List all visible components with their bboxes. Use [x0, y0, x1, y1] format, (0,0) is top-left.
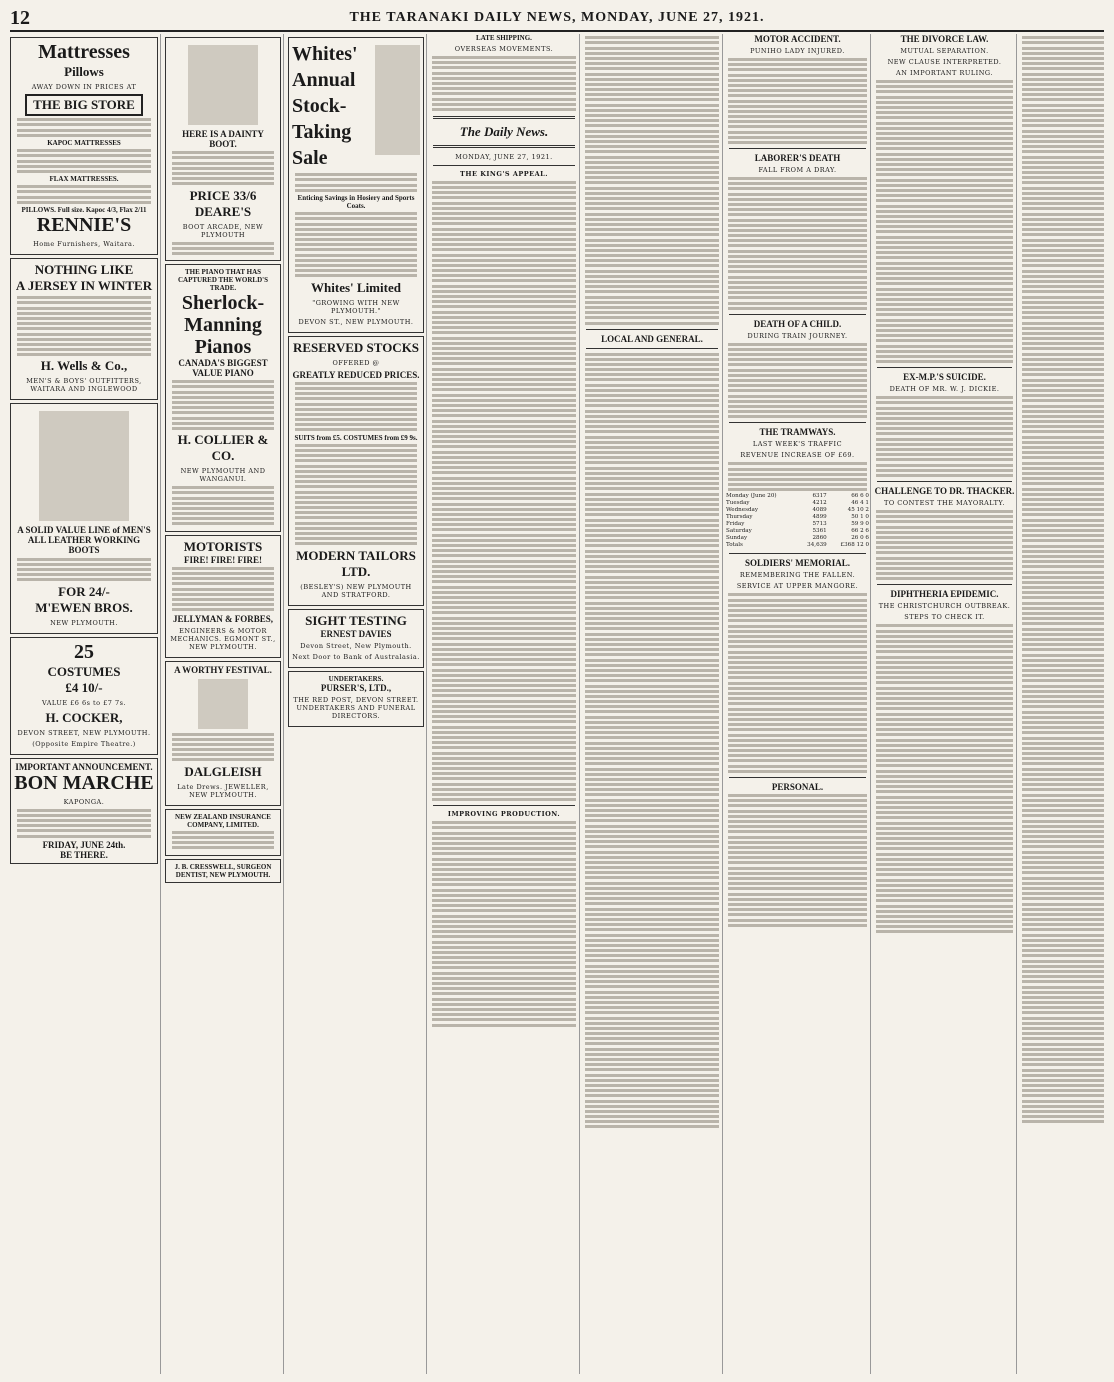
- greatly-reduced: GREATLY REDUCED PRICES.: [292, 369, 420, 380]
- paper-nameplate: The Daily News.: [459, 123, 549, 139]
- bon-marche-ad: [10, 758, 158, 864]
- kapoc-title: KAPOC MATTRESSES: [47, 138, 121, 147]
- traffic-cell: 5361: [812, 528, 827, 535]
- local-general-body: [585, 353, 719, 1129]
- big-store-logo: THE BIG STORE: [25, 94, 143, 116]
- late-shipping: LATE SHIPPING.: [476, 34, 532, 42]
- column-3: [286, 34, 427, 1374]
- dalgleish-headline: A WORTHY FESTIVAL.: [174, 664, 272, 675]
- traffic-cell: Saturday: [726, 528, 752, 535]
- traffic-cell: 4899: [812, 514, 827, 521]
- divorce-title: THE DIVORCE LAW.: [900, 34, 989, 44]
- dainty-boot-image: [188, 45, 258, 125]
- column-4: [429, 34, 580, 1374]
- boots-ad: [10, 403, 158, 633]
- mayoralty-sub: TO CONTEST THE MAYORALTY.: [884, 498, 1005, 507]
- traffic-cell: Wednesday: [726, 507, 759, 514]
- ernest-sub: Devon Street, New Plymouth.: [300, 641, 412, 650]
- pillows-title: Pillows: [64, 64, 104, 79]
- traffic-cell: £368 12 0: [840, 542, 869, 549]
- cocker-location: (Opposite Empire Theatre.): [32, 739, 136, 748]
- service-sub: SERVICE AT UPPER MANGORE.: [736, 582, 859, 591]
- rennie-name: RENNIE'S: [36, 214, 132, 236]
- kings-appeal-body: [432, 181, 576, 801]
- dainty-boot-ad: [165, 37, 281, 261]
- jersey-ad: [10, 258, 158, 400]
- motorists-title: MOTORISTS: [183, 538, 263, 554]
- boot-price: PRICE 33/6: [189, 187, 257, 203]
- boots-price: FOR 24/-: [58, 583, 110, 599]
- dalgleish-sub: Late Drews. JEWELLER, NEW PLYMOUTH.: [177, 782, 269, 799]
- column-8: [1019, 34, 1107, 1374]
- traffic-row: [725, 500, 870, 507]
- traffic-cell: Thursday: [726, 514, 753, 521]
- traffic-row: [725, 528, 870, 535]
- deare-sub: BOOT ARCADE, NEW PLYMOUTH: [182, 222, 264, 239]
- diphtheria-title: DIPHTHERIA EPIDEMIC.: [890, 589, 999, 600]
- nothing-like: NOTHING LIKE: [34, 262, 134, 277]
- traffic-row: [725, 493, 870, 500]
- traffic-cell: 66 2 6: [851, 528, 869, 535]
- modern-sub: (BESLEY'S) NEW PLYMOUTH AND STRATFORD.: [300, 582, 412, 599]
- overseas-movements: OVERSEAS MOVEMENTS.: [454, 45, 554, 53]
- sight-title: SIGHT TESTING: [305, 612, 407, 628]
- important-announcement: IMPORTANT ANNOUNCEMENT.: [15, 761, 153, 772]
- traffic-cell: 34,639: [807, 542, 827, 549]
- whites-address: DEVON ST., NEW PLYMOUTH.: [298, 317, 414, 326]
- page-number: 12: [10, 6, 30, 29]
- bon-marche-title: BON MARCHE: [14, 771, 154, 794]
- suits-line: SUITS from £5. COSTUMES from £9 9s.: [294, 433, 418, 442]
- tramways-title: THE TRAMWAYS.: [759, 427, 836, 438]
- mutual-sub: MUTUAL SEPARATION.: [900, 47, 989, 55]
- soldiers-memorial-title: SOLDIERS' MEMORIAL.: [744, 558, 851, 569]
- next-door: Next Door to Bank of Australasia.: [292, 652, 420, 661]
- sight-testing-ad: [288, 609, 424, 668]
- insurance-ad: [165, 809, 281, 856]
- traffic-cell: 46 4 1: [851, 500, 869, 507]
- reserved-title: RESERVED STOCKS: [292, 339, 420, 355]
- bon-marche-location: KAPONGA.: [63, 797, 105, 806]
- motorists-ad: [165, 535, 281, 658]
- jellyman-sub: ENGINEERS & MOTOR MECHANICS. EGMONT ST., NEW PLYMOUTH.: [170, 626, 276, 651]
- masthead-title: THE TARANAKI DAILY NEWS, MONDAY, JUNE 27, 1921.: [349, 10, 765, 25]
- personal-title: PERSONAL.: [771, 781, 824, 792]
- jellyman-name: JELLYMAN & FORBES,: [173, 613, 273, 624]
- pursers-sub: THE RED POST, DEVON STREET. UNDERTAKERS AND FUNERAL DIRECTORS.: [293, 695, 419, 720]
- revenue-sub: REVENUE INCREASE OF £69.: [740, 451, 855, 460]
- traffic-cell: Sunday: [726, 535, 748, 542]
- fire-title: FIRE! FIRE! FIRE!: [184, 554, 262, 565]
- friday-date: FRIDAY, JUNE 24th.: [42, 839, 126, 850]
- column-5: [582, 34, 723, 1374]
- column-7: [873, 34, 1017, 1374]
- traffic-cell: Monday (June 20): [726, 493, 777, 500]
- kings-appeal-title: THE KING'S APPEAL.: [460, 169, 548, 178]
- traffic-row: [725, 521, 870, 528]
- whites-figure: [375, 45, 420, 155]
- traffic-cell: 45 10 2: [847, 507, 869, 514]
- puniho-sub: PUNIHO LADY INJURED.: [750, 47, 845, 55]
- column-1: [8, 34, 161, 1374]
- deare-name: DEARE'S: [194, 203, 252, 219]
- traffic-cell: Friday: [726, 521, 745, 528]
- christchurch-sub: THE CHRISTCHURCH OUTBREAK.: [878, 602, 1011, 611]
- cocker-name: H. COCKER,: [45, 709, 123, 725]
- improving-production-title: IMPROVING PRODUCTION.: [447, 810, 561, 819]
- death-dickie-sub: DEATH OF MR. W. J. DICKIE.: [889, 385, 1000, 394]
- canada-line: CANADA'S BIGGEST VALUE PIANO: [178, 358, 268, 379]
- be-there: BE THERE.: [60, 849, 108, 860]
- modern-tailors: MODERN TAILORS LTD.: [296, 547, 416, 579]
- traffic-cell: 59 9 0: [851, 521, 869, 528]
- offered-line: OFFERED @: [332, 358, 380, 367]
- undertakers-ad: [288, 671, 424, 727]
- important-ruling-sub: AN IMPORTANT RULING.: [896, 69, 993, 77]
- hwells-name: H. Wells & Co.,: [40, 358, 128, 374]
- costumes-price: £4 10/-: [65, 679, 103, 695]
- labourer-death-title: LABORER'S DEATH: [754, 153, 841, 163]
- mewen-sub: NEW PLYMOUTH.: [50, 618, 118, 627]
- steps-sub: STEPS TO CHECK IT.: [904, 613, 985, 622]
- editorial-continued: [585, 36, 719, 324]
- traffic-table: [725, 493, 870, 549]
- undertakers-title: UNDERTAKERS.: [328, 674, 384, 683]
- new-clause-sub: NEW CLAUSE INTERPRETED.: [887, 58, 1002, 66]
- dentist-ad: [165, 859, 281, 883]
- traffic-total-row: [725, 542, 870, 549]
- sherlock-title: Sherlock-Manning Pianos: [181, 292, 265, 359]
- reserved-stocks-ad: [288, 336, 424, 606]
- ernest-davies: ERNEST DAVIES: [320, 628, 392, 639]
- traffic-cell: Tuesday: [726, 500, 750, 507]
- traffic-cell: 50 1 0: [851, 514, 869, 521]
- costumes-num: 25: [74, 640, 94, 663]
- insurance-title: NEW ZEALAND INSURANCE COMPANY, LIMITED.: [175, 812, 271, 829]
- whites-slogan: "GROWING WITH NEW PLYMOUTH.": [312, 298, 400, 315]
- pillows-line: PILLOWS. Full size. Kapoc 4/3, Flax 2/11: [21, 206, 147, 214]
- whites-ad: [288, 37, 424, 333]
- motor-accident-title: MOTOR ACCIDENT.: [754, 34, 841, 44]
- traffic-cell: 26 0 6: [851, 535, 869, 542]
- traffic-cell: 6317: [812, 493, 827, 500]
- traffic-cell: 4089: [812, 507, 827, 514]
- mattresses-sub: AWAY DOWN IN PRICES AT: [31, 83, 137, 91]
- collier-sub: NEW PLYMOUTH AND WANGANUI.: [180, 467, 266, 484]
- traffic-sub: LAST WEEK'S TRAFFIC: [752, 440, 843, 449]
- costumes-ad: [10, 637, 158, 755]
- traffic-cell: Totals: [726, 542, 743, 549]
- mattresses-title: Mattresses: [38, 41, 130, 63]
- death-child-title: DEATH OF A CHILD.: [753, 318, 842, 329]
- whites-title: Whites' Annual Stock-Taking Sale: [292, 43, 358, 169]
- dainty-boot-title: HERE IS A DAINTY BOOT.: [182, 129, 264, 149]
- traffic-row: [725, 535, 870, 542]
- rennie-sub: Home Furnishers, Waitara.: [33, 240, 135, 248]
- hwells-sub: MEN'S & BOYS' OUTFITTERS, WAITARA AND INGLEWOOD: [26, 377, 142, 394]
- collier-name: H. COLLIER & CO.: [177, 432, 269, 464]
- traffic-row: [725, 514, 870, 521]
- dalgleish-name: DALGLEISH: [184, 763, 262, 779]
- mattresses-ad: [10, 37, 158, 255]
- ring-image: [198, 679, 248, 729]
- traffic-cell: 66 6 0: [851, 493, 869, 500]
- challenge-title: CHALLENGE TO DR. THACKER.: [874, 485, 1015, 496]
- exmp-suicide-title: EX-M.P.'S SUICIDE.: [903, 372, 986, 383]
- mewen-name: M'EWEN BROS.: [35, 599, 133, 615]
- dalgleish-ad: [165, 661, 281, 806]
- column-2: [163, 34, 284, 1374]
- piano-ad: [165, 264, 281, 532]
- dentist-title: J. B. CRESSWELL, SURGEON DENTIST, NEW PLYMOUTH.: [174, 862, 272, 879]
- improving-body: [432, 821, 576, 1026]
- during-train-sub: DURING TRAIN JOURNEY.: [747, 331, 848, 340]
- boots-title: A SOLID VALUE LINE of MEN'S ALL LEATHER WORKING BOOTS: [17, 525, 151, 556]
- remembering-sub: REMEMBERING THE FALLEN.: [739, 571, 856, 580]
- local-general-title: LOCAL AND GENERAL.: [601, 333, 703, 344]
- costumes-value: VALUE £6 6s to £7 7s.: [41, 698, 127, 707]
- traffic-cell: 4212: [812, 500, 827, 507]
- traffic-cell: 5713: [812, 521, 827, 528]
- fall-dray-sub: FALL FROM A DRAY.: [758, 166, 837, 174]
- cocker-sub: DEVON STREET, NEW PLYMOUTH.: [17, 728, 151, 737]
- pursers-name: PURSER'S, LTD.,: [320, 682, 392, 693]
- column-6: [725, 34, 871, 1374]
- editorial-date: MONDAY, JUNE 27, 1921.: [455, 152, 553, 161]
- flax-title: FLAX MATTRESSES.: [49, 175, 119, 184]
- whites-enticing: Enticing Savings in Hosiery and Sports Coats.: [297, 193, 415, 210]
- jersey-title: A JERSEY IN WINTER: [15, 278, 153, 293]
- piano-intro: THE PIANO THAT HAS CAPTURED THE WORLD'S TRADE.: [178, 268, 268, 293]
- whites-limited: Whites' Limited: [311, 279, 401, 295]
- masthead: [10, 6, 1104, 32]
- traffic-cell: 2860: [812, 535, 827, 542]
- traffic-row: [725, 507, 870, 514]
- costumes-title: COSTUMES: [47, 663, 121, 679]
- boot-image: [39, 411, 129, 521]
